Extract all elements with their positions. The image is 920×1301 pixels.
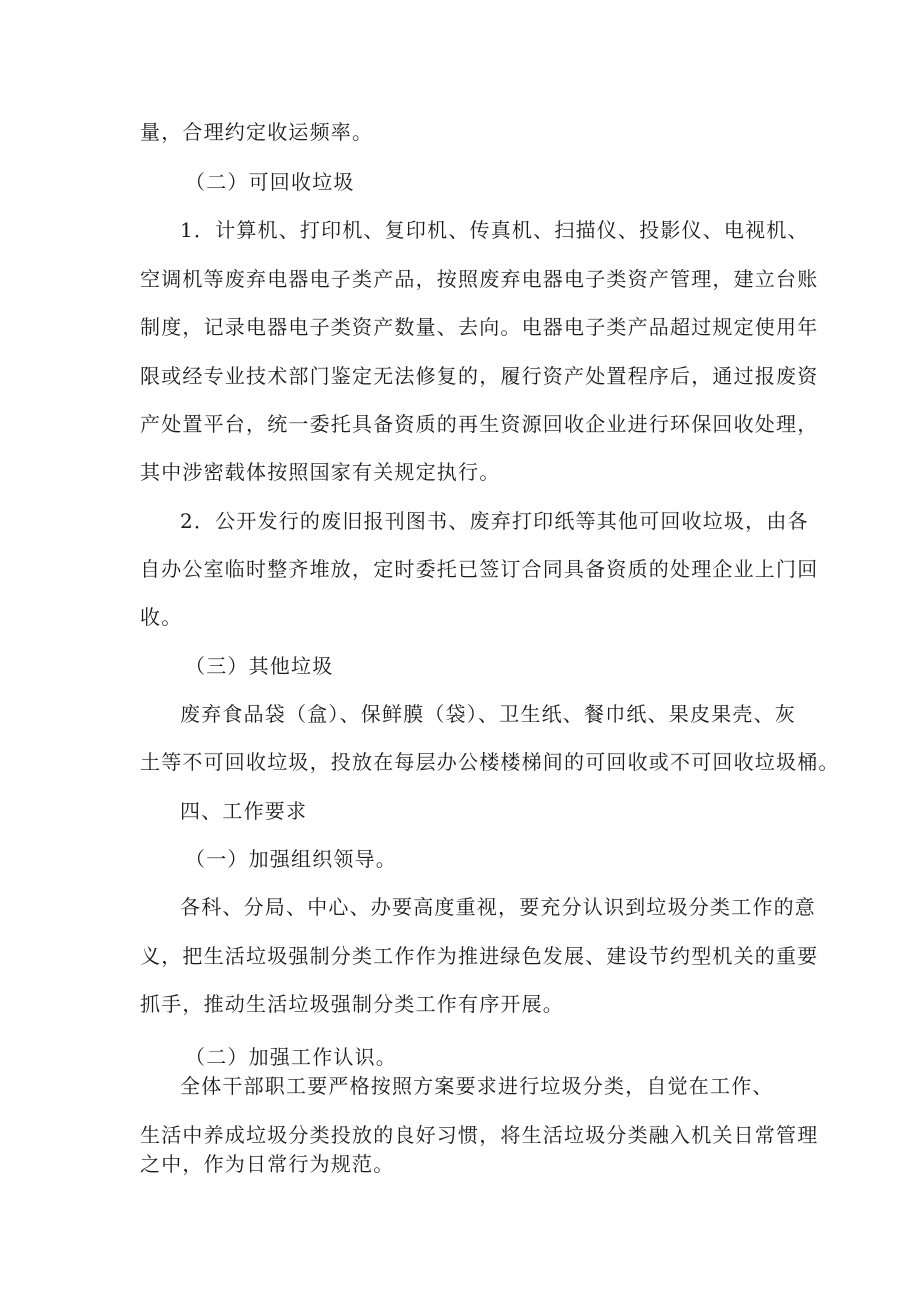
body-text-line: 各科、分局、中心、办要高度重视，要充分认识到垃圾分类工作的意 [180,895,816,919]
body-text-line: 自办公室临时整齐堆放，定时委托已签订合同具备资质的处理企业上门回 [140,557,819,581]
body-text-line: 全体干部职工要严格按照方案要求进行垃圾分类，自觉在工作、 [180,1074,774,1098]
body-text-line: 之中，作为日常行为规范。 [140,1152,395,1176]
body-text-line: 制度，记录电器电子类资产数量、去向。电器电子类产品超过规定使用年 [140,315,819,339]
section-heading: （三）其他垃圾 [185,654,334,678]
body-text-line: 其中涉密载体按照国家有关规定执行。 [140,460,501,484]
body-text-line: 废弃食品袋（盒）、保鲜膜（袋）、卫生纸、餐巾纸、果皮果壳、灰 [180,702,796,726]
body-text-line: 限或经专业技术部门鉴定无法修复的，履行资产处置程序后，通过报废资 [140,364,819,388]
section-heading: （二）加强工作认识。 [185,1045,397,1069]
body-text-line: 1．计算机、打印机、复印机、传真机、扫描仪、投影仪、电视机、 [180,218,809,242]
body-text-line: 义，把生活垃圾强制分类工作作为推进绿色发展、建设节约型机关的重要 [140,944,819,968]
body-text-line: 抓手，推动生活垃圾强制分类工作有序开展。 [140,992,564,1016]
body-text-line: 产处置平台，统一委托具备资质的再生资源回收企业进行环保回收处理， [140,412,819,436]
body-text-line: 生活中养成垃圾分类投放的良好习惯，将生活垃圾分类融入机关日常管理 [140,1123,819,1147]
section-heading: （一）加强组织领导。 [185,847,397,871]
body-text-line: 收。 [140,605,183,629]
section-heading: 四、工作要求 [180,799,308,823]
section-heading: （二）可回收垃圾 [185,170,355,194]
body-text-line: 量，合理约定收运频率。 [140,120,374,144]
body-text-line: 土等不可回收垃圾，投放在每层办公楼楼梯间的可回收或不可回收垃圾桶。 [140,750,840,774]
body-text-line: 空调机等废弃电器电子类产品，按照废弃电器电子类资产管理，建立台账 [140,267,819,291]
body-text-line: 2．公开发行的废旧报刊图书、废弃打印纸等其他可回收垃圾，由各 [180,509,809,533]
